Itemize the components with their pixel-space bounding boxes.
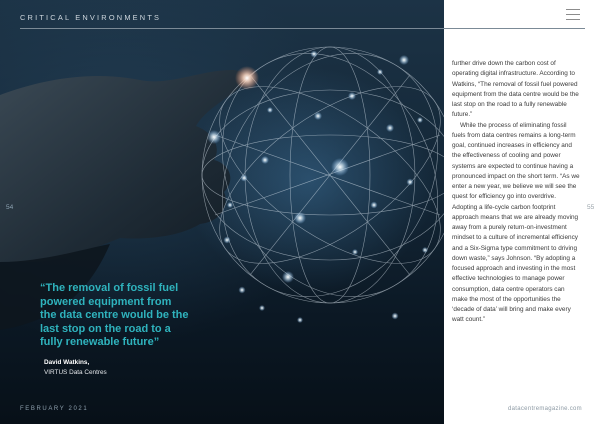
article-paragraph: While the process of eliminating fossil fuels from data centres remains a long-term goal, continued increases in efficiency and the effectiveness of cooling and power systems are expected to continue having a pronounced impact on the short term. “As we enter a new year, we believe we will see the quest for efficiency go into overdrive. Adopting a life-cycle carbon footprint approach means that we are already moving away from a purely return-on-investment mindset to a culture of incremental efficiency and a Six-Sigma type commitment to driving down waste,” says Johnson. “By adopting a focused approach and investing in the most effective technologies to manage power consumption, data centre operators can make the most of the opportunities the ‘decade of data’ will bring and make every watt count.” [452, 121, 580, 324]
article-body [452, 59, 580, 326]
page-number-right: 55 [587, 204, 595, 211]
quote-author-name: David Watkins, [44, 359, 90, 366]
article-paragraph: further drive down the carbon cost of operating digital infrastructure. According to Watkins, “The removal of fossil fuel powered equipment from the data centre would be the last stop on the road to a fully renewable future.” [452, 60, 579, 119]
page-number-left: 54 [6, 204, 14, 211]
footer-website[interactable]: datacentremagazine.com [508, 406, 582, 412]
quote-author-organization: VIRTUS Data Centres [44, 369, 107, 376]
pull-quote: “The removal of fossil fuel powered equipment from the data centre would be the last stop on the road to a fully renewable future” [40, 282, 189, 349]
hamburger-menu-icon[interactable] [566, 9, 580, 21]
header-divider [20, 28, 585, 29]
footer-date: FEBRUARY 2021 [20, 406, 89, 412]
section-title: CRITICAL ENVIRONMENTS [20, 13, 162, 22]
